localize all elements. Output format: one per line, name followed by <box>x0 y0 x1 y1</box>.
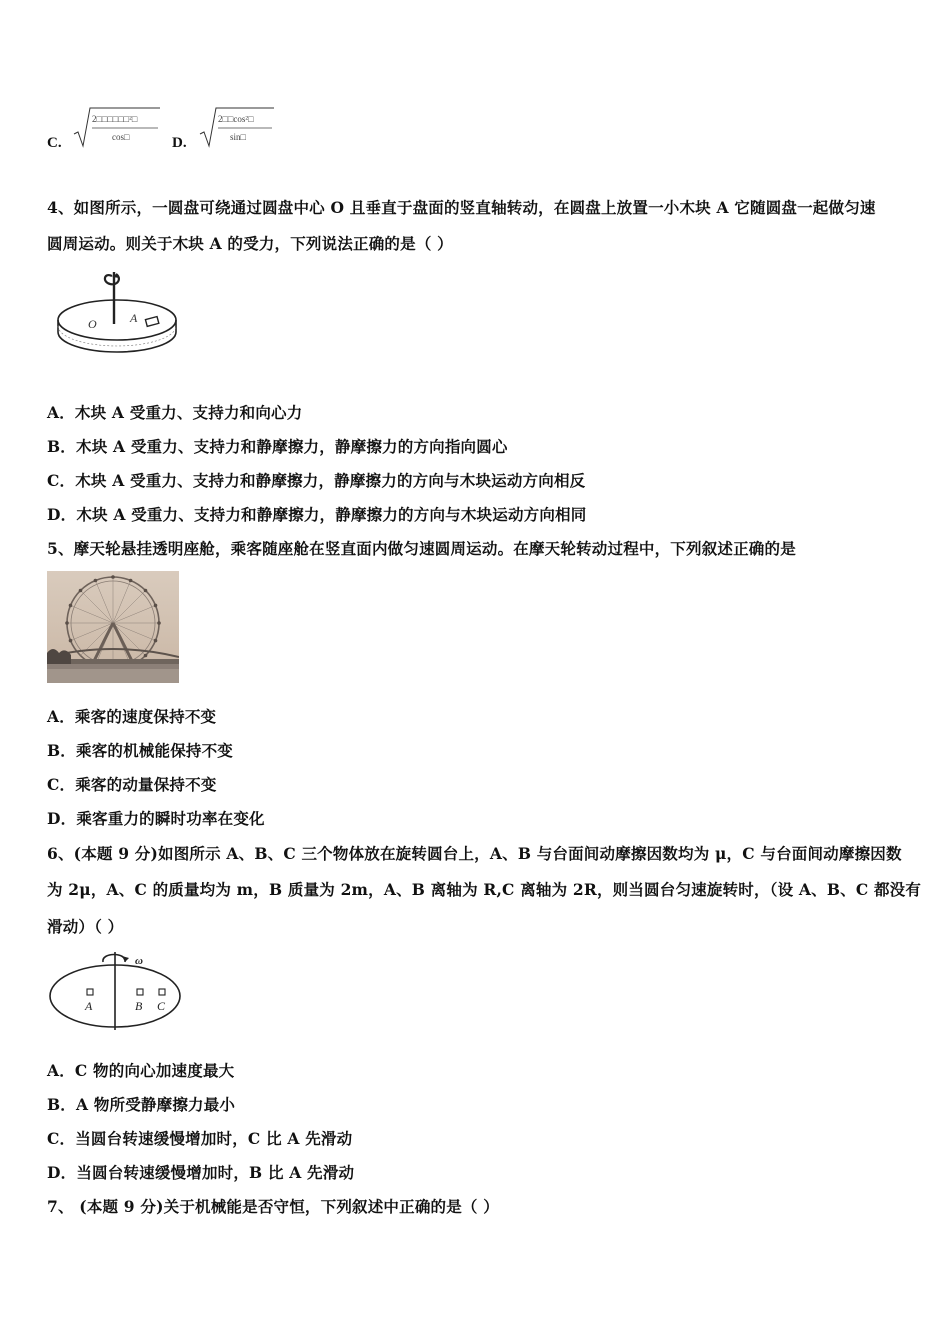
object-label-a: A <box>85 999 93 1013</box>
q6-option-b: B．A 物所受静摩擦力最小 <box>47 1095 236 1114</box>
rotating-disk-figure <box>52 266 180 356</box>
q4-stem-line2: 圆周运动。则关于木块 A 的受力，下列说法正确的是（ ） <box>47 234 453 253</box>
q5-option-d: D．乘客重力的瞬时功率在变化 <box>47 809 265 828</box>
q6-option-a: A．C 物的向心加速度最大 <box>47 1061 235 1080</box>
option-d-label: D. <box>172 135 187 151</box>
figure-label-a: A <box>130 311 138 325</box>
option-d-denominator: sin□ <box>230 132 246 142</box>
q6-stem-line1: 6、(本题 9 分)如图所示 A、B、C 三个物体放在旋转圆台上，A、B 与台面间动摩擦因数均为 μ，C 与台面间动摩擦因数 <box>47 844 902 863</box>
q5-stem: 5、摩天轮悬挂透明座舱，乘客随座舱在竖直面内做匀速圆周运动。在摩天轮转动过程中，下列叙述正确的是 <box>47 539 796 558</box>
object-label-c: C <box>157 999 166 1013</box>
q5-option-b: B．乘客的机械能保持不变 <box>47 741 234 760</box>
rotating-table-figure <box>47 950 187 1034</box>
option-c-label: C. <box>47 135 62 151</box>
q4-option-b: B．木块 A 受重力、支持力和静摩擦力，静摩擦力的方向指向圆心 <box>47 437 508 456</box>
option-d-numerator: 2□□cos²□ <box>218 114 254 124</box>
ferris-wheel-photo <box>47 571 179 683</box>
q4-option-a: A．木块 A 受重力、支持力和向心力 <box>47 403 303 422</box>
option-c-denominator: cos□ <box>112 132 130 142</box>
option-c-formula <box>72 104 162 148</box>
q6-stem-line2: 为 2μ，A、C 的质量均为 m，B 质量为 2m，A、B 离轴为 R,C 离轴为 2R，则当圆台匀速旋转时，（设 A、B、C 都没有 <box>47 880 922 899</box>
option-c-numerator: 2□□□□□□²□ <box>92 114 138 124</box>
q6-stem-line3: 滑动）（ ） <box>47 917 124 936</box>
q5-option-c: C．乘客的动量保持不变 <box>47 775 217 794</box>
figure-label-o: O <box>88 317 97 331</box>
q6-option-c: C．当圆台转速缓慢增加时，C 比 A 先滑动 <box>47 1129 353 1148</box>
q6-option-d: D．当圆台转速缓慢增加时，B 比 A 先滑动 <box>47 1163 355 1182</box>
option-d-formula <box>198 104 276 148</box>
q4-option-d: D．木块 A 受重力、支持力和静摩擦力，静摩擦力的方向与木块运动方向相同 <box>47 505 587 524</box>
q5-option-a: A．乘客的速度保持不变 <box>47 707 217 726</box>
omega-label: ω <box>135 955 143 967</box>
q4-option-c: C．木块 A 受重力、支持力和静摩擦力，静摩擦力的方向与木块运动方向相反 <box>47 471 586 490</box>
object-label-b: B <box>135 999 143 1013</box>
q4-stem-line1: 4、如图所示，一圆盘可绕通过圆盘中心 O 且垂直于盘面的竖直轴转动，在圆盘上放置一小木块 A 它随圆盘一起做匀速 <box>47 198 876 217</box>
q7-stem: 7、 (本题 9 分)关于机械能是否守恒，下列叙述中正确的是（ ） <box>47 1197 499 1216</box>
